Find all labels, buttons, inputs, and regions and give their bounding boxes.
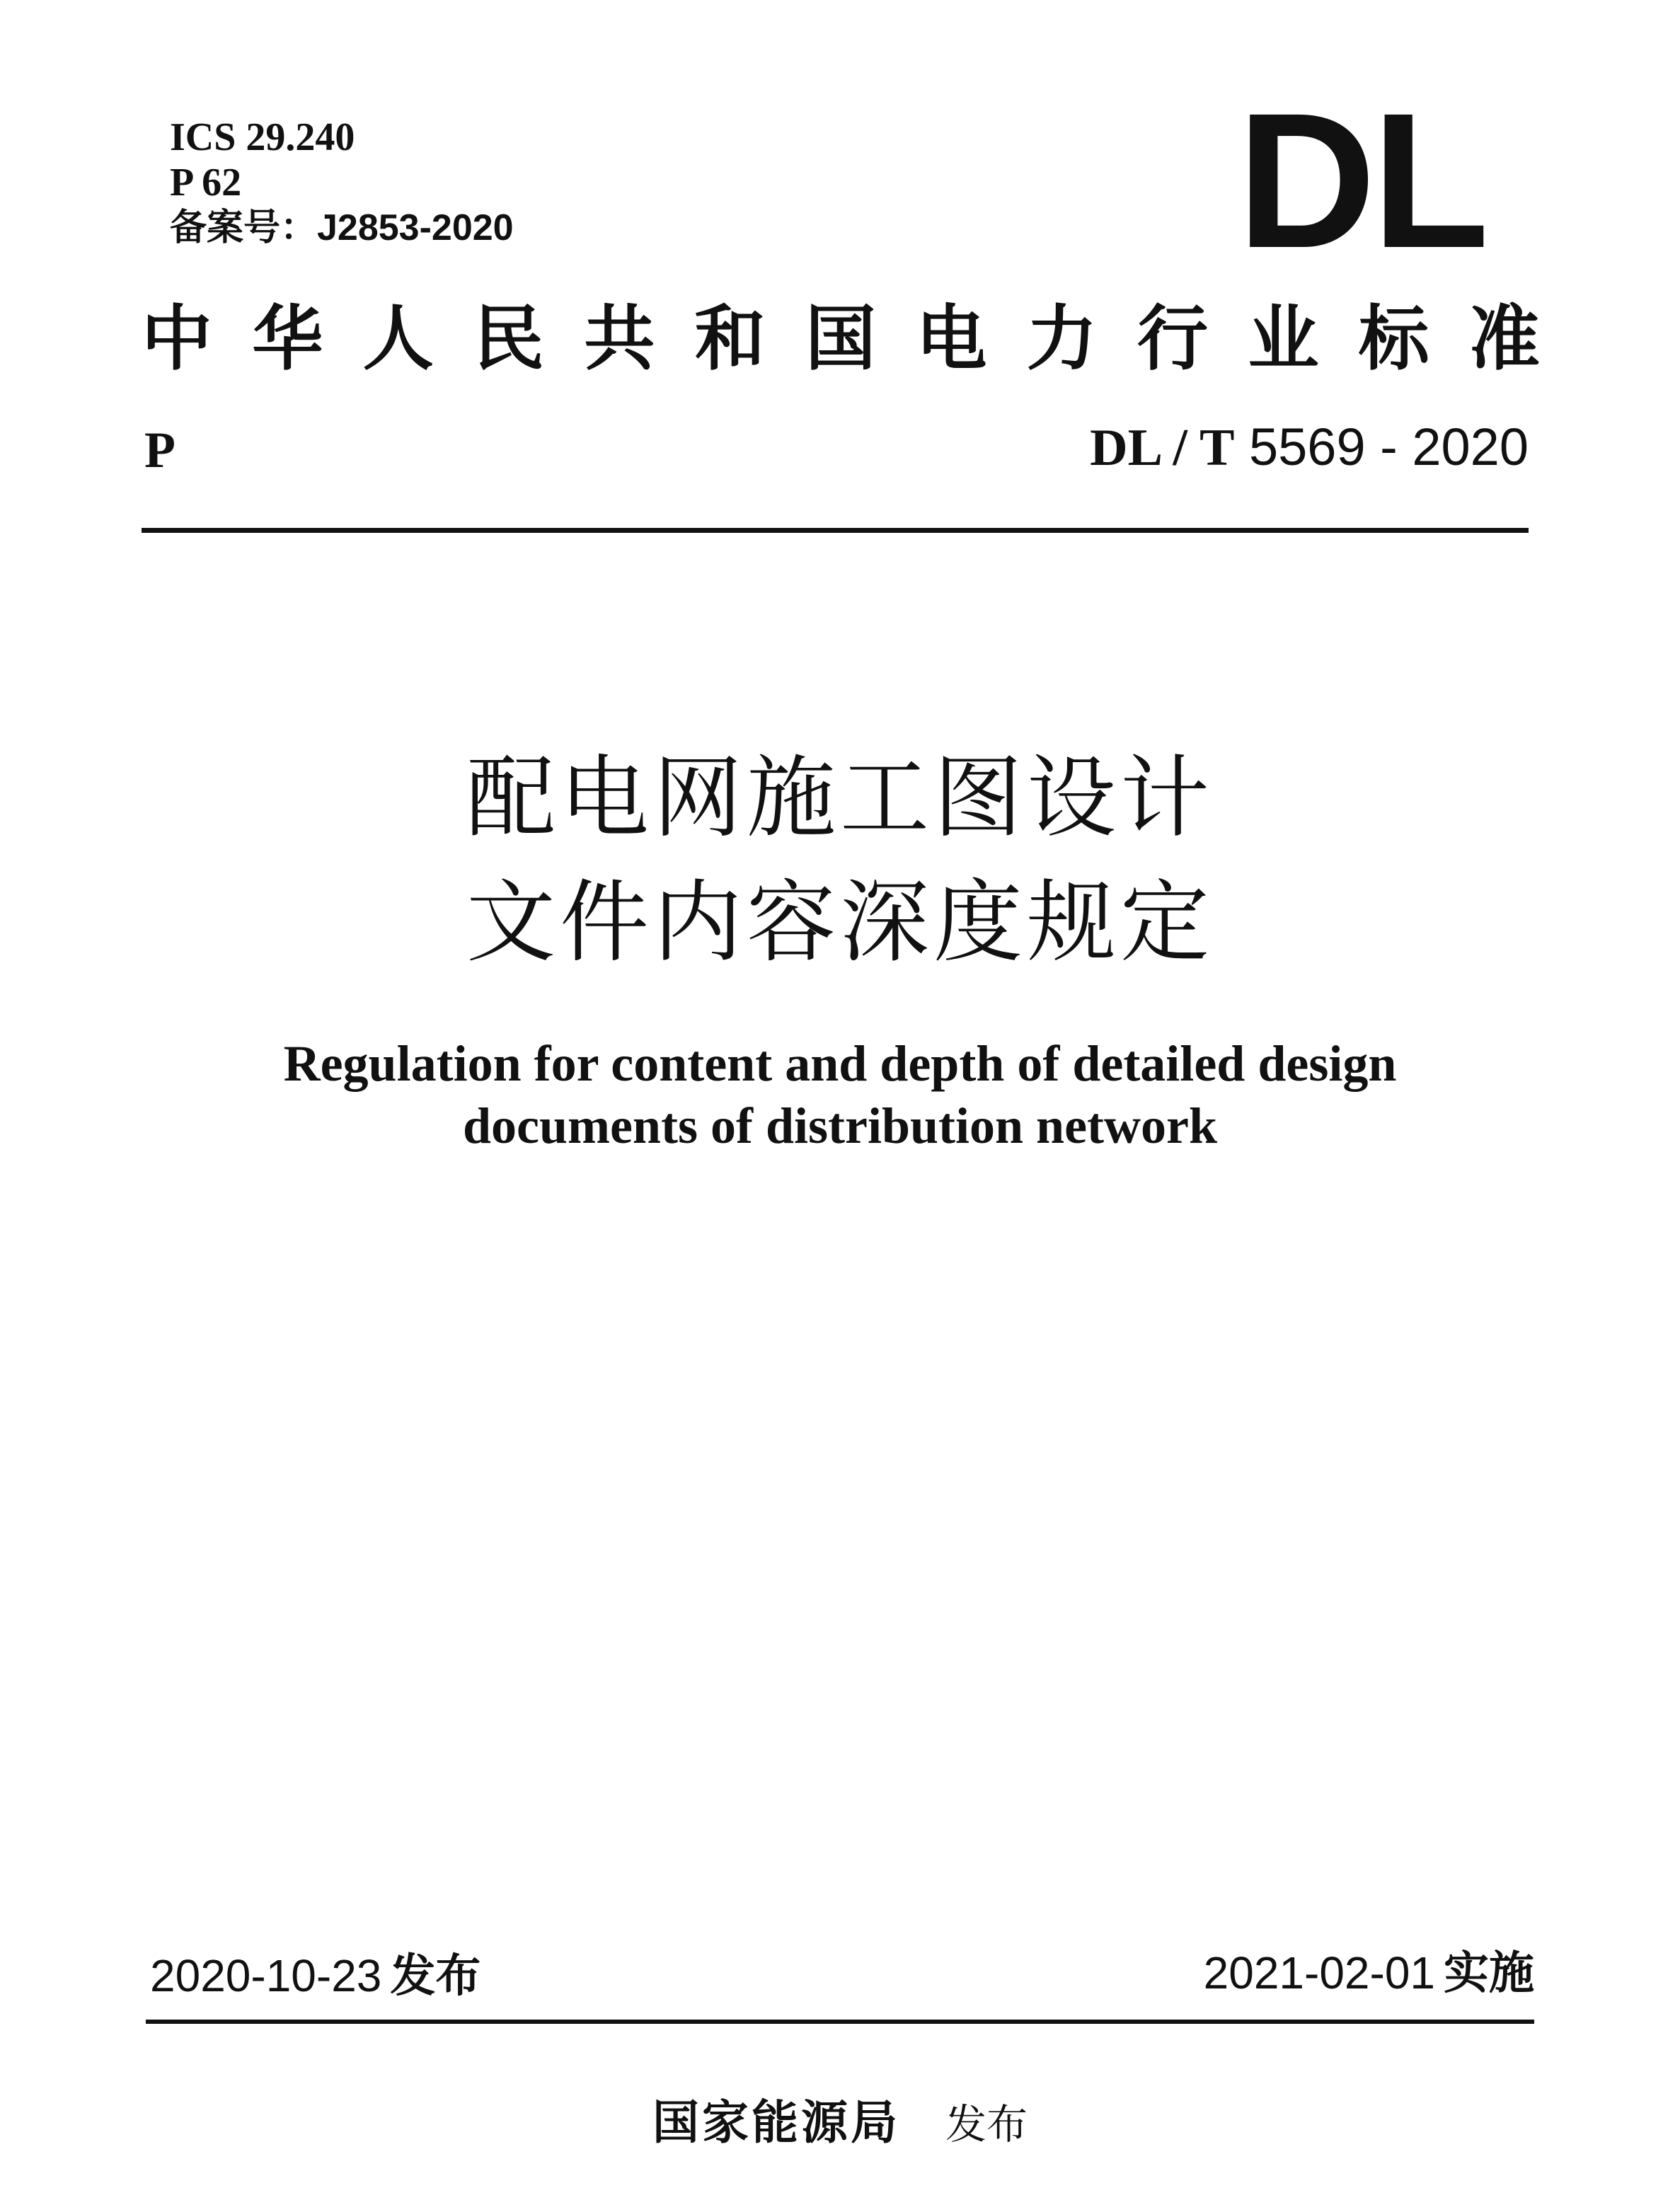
ics-code: ICS 29.240 bbox=[170, 115, 355, 159]
ccs-code: P 62 bbox=[170, 161, 242, 205]
document-title-cn-line2: 文件内容深度规定 bbox=[466, 870, 1214, 974]
classification-block bbox=[170, 115, 514, 251]
dl-logo: DL bbox=[1237, 73, 1485, 288]
standard-classification: P bbox=[144, 422, 176, 478]
issue-label: 发布 bbox=[390, 1950, 481, 2003]
bottom-divider bbox=[146, 2020, 1534, 2024]
document-title-cn-line1: 配电网施工图设计 bbox=[466, 746, 1214, 850]
issue-date: 2020-10-23 bbox=[150, 1950, 382, 2001]
standard-title: 中华人民共和国电力行业标准 bbox=[142, 296, 1543, 380]
publisher-block bbox=[0, 2093, 1680, 2154]
publisher-name: 国家能源局 bbox=[652, 2095, 900, 2150]
standard-number-value: 5569 - 2020 bbox=[1248, 418, 1529, 476]
top-divider bbox=[142, 528, 1529, 533]
implement-date-block bbox=[1204, 1945, 1534, 2002]
issue-date-block bbox=[150, 1947, 481, 2005]
implement-date: 2021-02-01 bbox=[1203, 1947, 1435, 1998]
standard-number-prefix: DL / T bbox=[1090, 419, 1235, 477]
publish-label: 发布 bbox=[945, 2100, 1028, 2148]
implement-label: 实施 bbox=[1444, 1947, 1534, 2000]
document-title-en-line1: Regulation for content and depth of detailed design bbox=[283, 1035, 1397, 1092]
record-number: 备案号：J2853-2020 bbox=[170, 207, 514, 248]
document-title-en-line2: documents of distribution network bbox=[462, 1098, 1218, 1154]
standard-number bbox=[1090, 418, 1529, 478]
